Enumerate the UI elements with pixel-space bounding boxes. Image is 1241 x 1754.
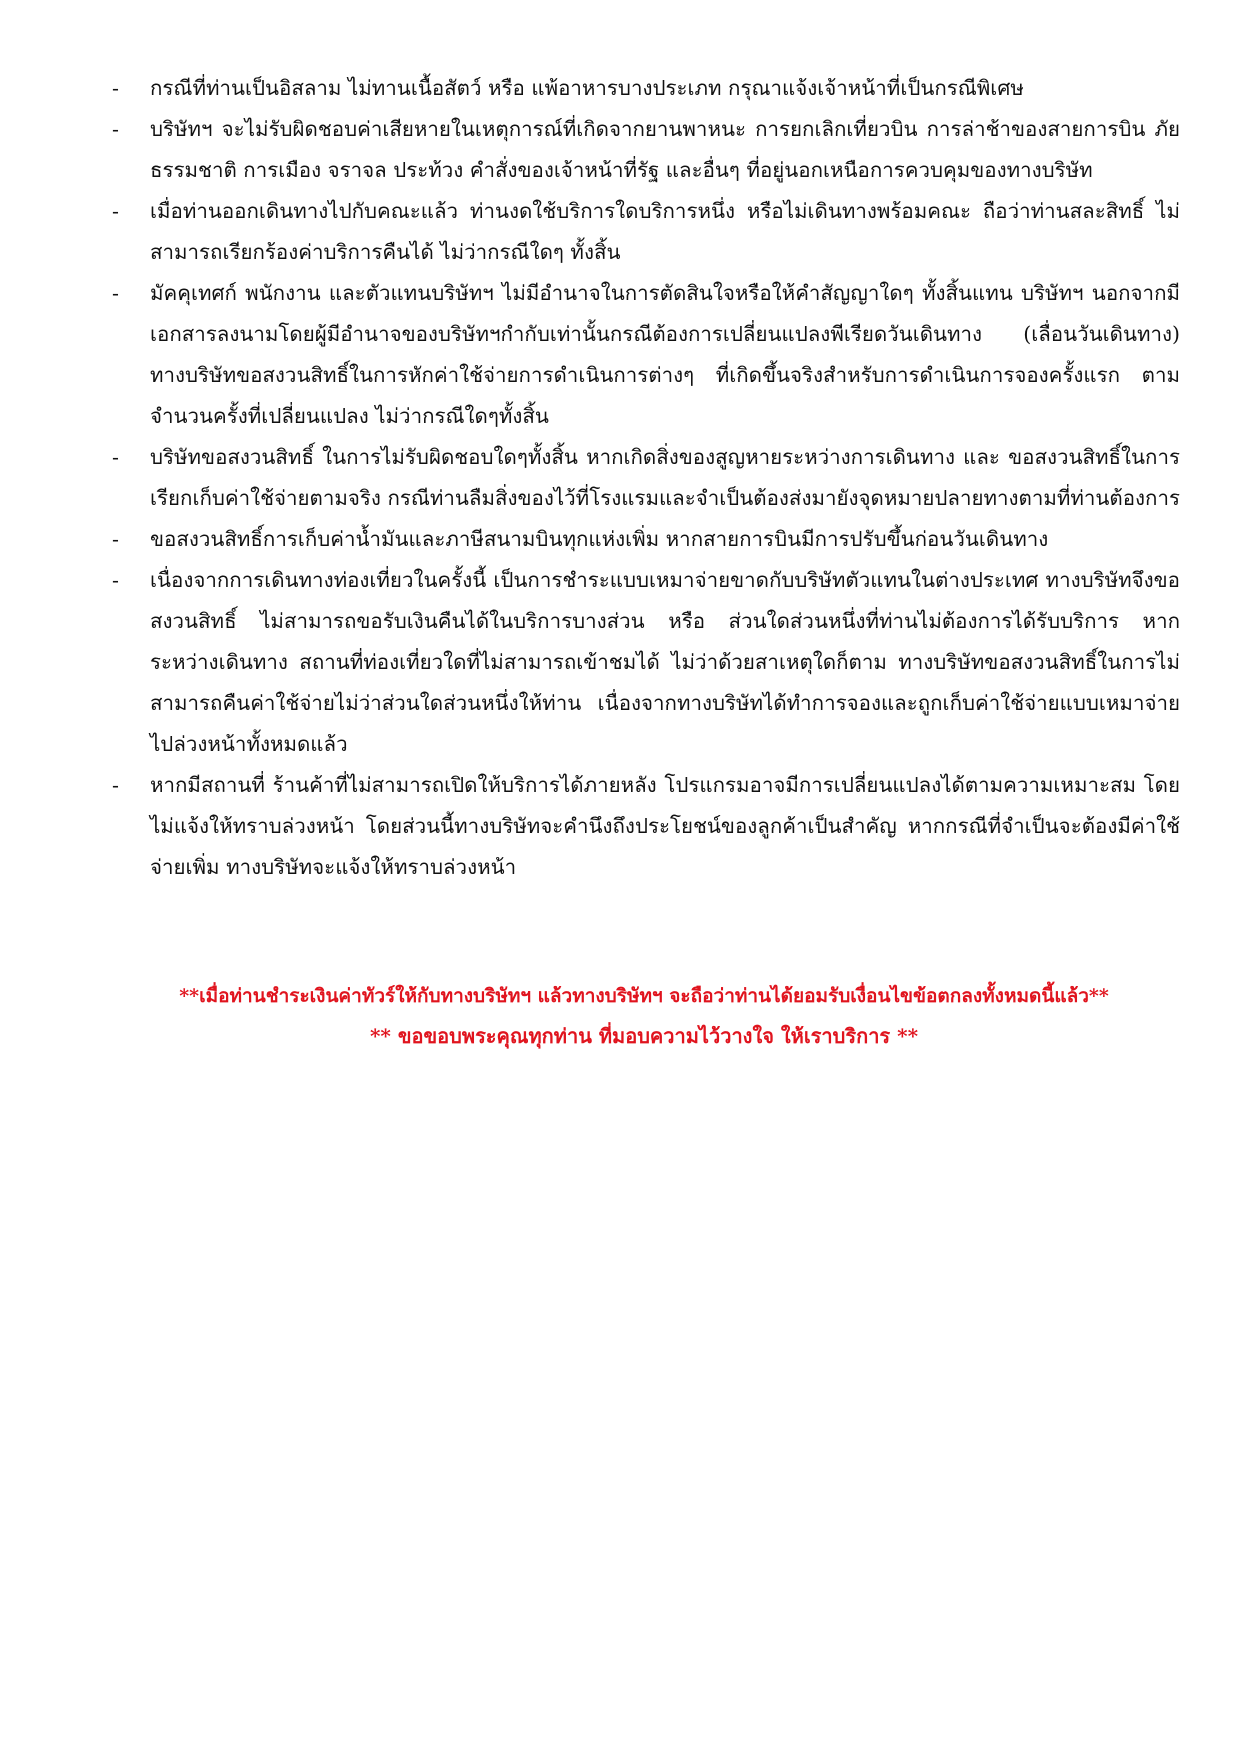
term-marker: - xyxy=(112,773,119,797)
terms-list xyxy=(108,68,1180,888)
term-item xyxy=(108,765,1180,888)
thanks-notice: ** ขอขอบพระคุณทุกท่าน ที่มอบความไว้วางใจ ให้เราบริการ ** xyxy=(369,1024,919,1048)
term-text: หากมีสถานที่ ร้านค้าที่ไม่สามารถเปิดให้บริการได้ภายหลัง โปรแกรมอาจมีการเปลี่ยนแปลงได้ตามความเหมาะสม โดยไม่แจ้งให้ทราบล่วงหน้า โดยส่วนนี้ทางบริษัทจะคำนึงถึงประโยชน์ของลูกค้าเป็นสำคัญ หากกรณีที่จำเป็นจะต้องมีค่าใช้จ่ายเพิ่ม ทางบริษัทจะแจ้งให้ทราบล่วงหน้า xyxy=(150,773,1180,879)
term-text: กรณีที่ท่านเป็นอิสลาม ไม่ทานเนื้อสัตว์ หรือ แพ้อาหารบางประเภท กรุณาแจ้งเจ้าหน้าที่เป็นกรณีพิเศษ xyxy=(150,76,1024,100)
term-marker: - xyxy=(112,445,119,469)
term-item xyxy=(108,191,1180,273)
term-item xyxy=(108,437,1180,519)
term-text: เนื่องจากการเดินทางท่องเที่ยวในครั้งนี้ เป็นการชำระแบบเหมาจ่ายขาดกับบริษัทตัวแทนในต่างประเทศ ทางบริษัทจึงขอสงวนสิทธิ์ ไม่สามารถขอรับเงินคืนได้ในบริการบางส่วน หรือ ส่วนใดส่วนหนึ่งที่ท่านไม่ต้องการได้รับบริการ หากระหว่างเดินทาง สถานที่ท่องเที่ยวใดที่ไม่สามารถเข้าชมได้ ไม่ว่าด้วยสาเหตุใดก็ตาม ทางบริษัทขอสงวนสิทธิ์ในการไม่สามารถคืนค่าใช้จ่ายไม่ว่าส่วนใดส่วนหนึ่งให้ท่าน เนื่องจากทางบริษัทได้ทำการจองและถูกเก็บค่าใช้จ่ายแบบเหมาจ่ายไปล่วงหน้าทั้งหมดแล้ว xyxy=(150,568,1180,756)
term-item xyxy=(108,68,1180,109)
term-item xyxy=(108,560,1180,765)
term-marker: - xyxy=(112,281,119,305)
term-marker: - xyxy=(112,568,119,592)
term-text: บริษัทฯ จะไม่รับผิดชอบค่าเสียหายในเหตุการณ์ที่เกิดจากยานพาหนะ การยกเลิกเที่ยวบิน การล่าช้าของสายการบิน ภัยธรรมชาติ การเมือง จราจล ประท้วง คำสั่งของเจ้าหน้าที่รัฐ และอื่นๆ ที่อยู่นอกเหนือการควบคุมของทางบริษัท xyxy=(150,117,1180,182)
term-marker: - xyxy=(112,199,119,223)
term-text: ขอสงวนสิทธิ์การเก็บค่าน้ำมันและภาษีสนามบินทุกแห่งเพิ่ม หากสายการบินมีการปรับขึ้นก่อนวันเดินทาง xyxy=(150,527,1049,551)
term-text: มัคคุเทศก์ พนักงาน และตัวแทนบริษัทฯ ไม่มีอำนาจในการตัดสินใจหรือให้คำสัญญาใดๆ ทั้งสิ้นแทน บริษัทฯ นอกจากมีเอกสารลงนามโดยผู้มีอำนาจของบริษัทฯกำกับเท่านั้นกรณีต้องการเปลี่ยนแปลงพีเรียดวันเดินทาง (เลื่อนวันเดินทาง) ทางบริษัทขอสงวนสิทธิ์ในการหักค่าใช้จ่ายการดำเนินการต่างๆ ที่เกิดขึ้นจริงสำหรับการดำเนินการจองครั้งแรก ตามจำนวนครั้งที่เปลี่ยนแปลง ไม่ว่ากรณีใดๆทั้งสิ้น xyxy=(150,281,1180,428)
term-marker: - xyxy=(112,76,119,100)
term-item xyxy=(108,519,1180,560)
term-text: เมื่อท่านออกเดินทางไปกับคณะแล้ว ท่านงดใช้บริการใดบริการหนึ่ง หรือไม่เดินทางพร้อมคณะ ถือว่าท่านสละสิทธิ์ ไม่สามารถเรียกร้องค่าบริการคืนได้ ไม่ว่ากรณีใดๆ ทั้งสิ้น xyxy=(150,199,1180,264)
agreement-notice: **เมื่อท่านชำระเงินค่าทัวร์ให้กับทางบริษัทฯ แล้วทางบริษัทฯ จะถือว่าท่านได้ยอมรับเงื่อนไขข้อตกลงทั้งหมดนี้แล้ว** xyxy=(179,985,1109,1007)
term-marker: - xyxy=(112,117,119,141)
term-item xyxy=(108,109,1180,191)
term-marker: - xyxy=(112,527,119,551)
term-item xyxy=(108,273,1180,437)
term-text: บริษัทขอสงวนสิทธิ์ ในการไม่รับผิดชอบใดๆทั้งสิ้น หากเกิดสิ่งของสูญหายระหว่างการเดินทาง และ ขอสงวนสิทธิ์ในการเรียกเก็บค่าใช้จ่ายตามจริง กรณีท่านลืมสิ่งของไว้ที่โรงแรมและจำเป็นต้องส่งมายังจุดหมายปลายทางตามที่ท่านต้องการ xyxy=(150,445,1180,510)
